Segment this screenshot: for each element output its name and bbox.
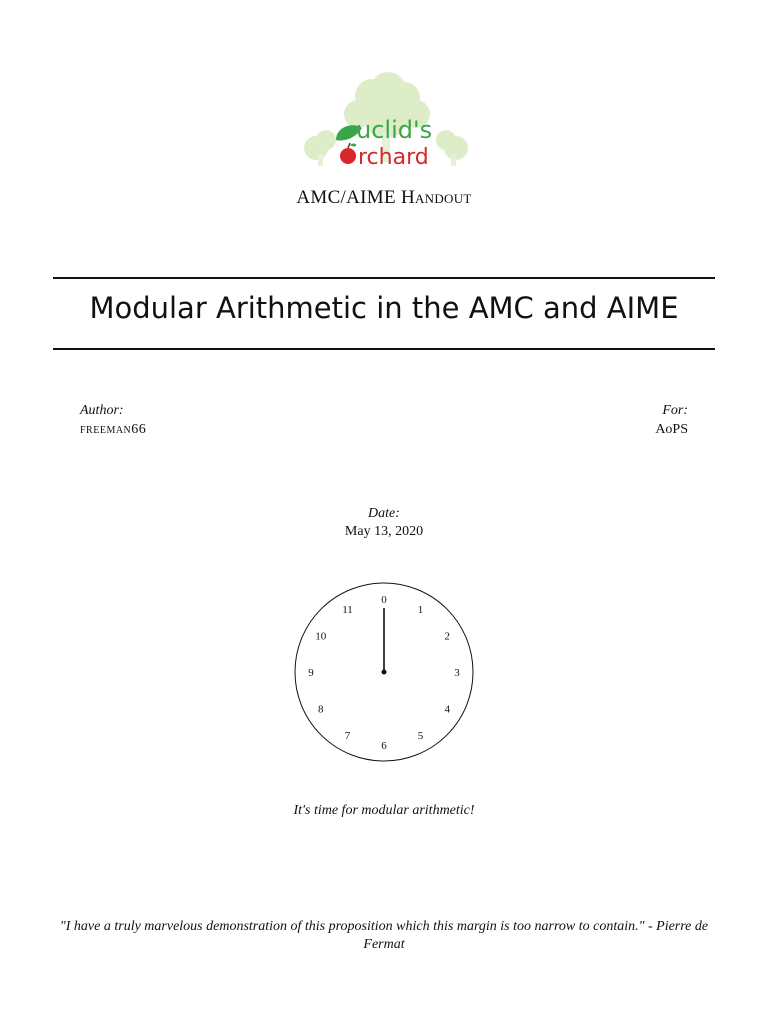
handout-word: Handout [400,187,472,208]
clock-pivot [382,670,387,675]
clock-face [295,583,473,761]
clock-number-5: 5 [417,730,424,743]
logo-line2: rchard [358,145,429,170]
clock-number-0: 0 [381,594,387,606]
title-rule-top [53,277,715,279]
document-title: Modular Arithmetic in the AMC and AIME [89,291,679,325]
clock-number-1: 1 [417,603,424,616]
clock-number-11: 11 [342,603,353,616]
clock-number-7: 7 [344,730,351,743]
for-label: For: [662,403,688,418]
logo-line1: uclid's [356,116,433,144]
title-rule-bottom [53,348,715,350]
author-label: Author: [80,403,124,418]
apple-icon [340,143,356,164]
for-value: AoPS [655,422,688,437]
fermat-quote: "I have a truly marvelous demonstration of this proposition which this margin is too narrow to contain." - Pierre de Fermat [59,919,709,952]
clock-number-6: 6 [381,740,387,752]
clock-illustration [288,574,480,766]
handout-label [0,187,768,209]
clock-number-3: 3 [454,667,460,679]
author-name: freeman66 [80,422,147,437]
clock-number-8: 8 [318,703,324,716]
handout-prefix: AMC/AIME [296,187,401,208]
tagline: It's time for modular arithmetic! [293,803,475,818]
euclids-orchard-logo [296,70,476,174]
clock-number-4: 4 [444,703,450,716]
date-label: Date: [368,506,400,521]
clock-number-10: 10 [315,630,327,643]
clock-number-9: 9 [308,667,314,679]
clock-number-2: 2 [444,630,450,643]
date-value: May 13, 2020 [344,524,424,539]
